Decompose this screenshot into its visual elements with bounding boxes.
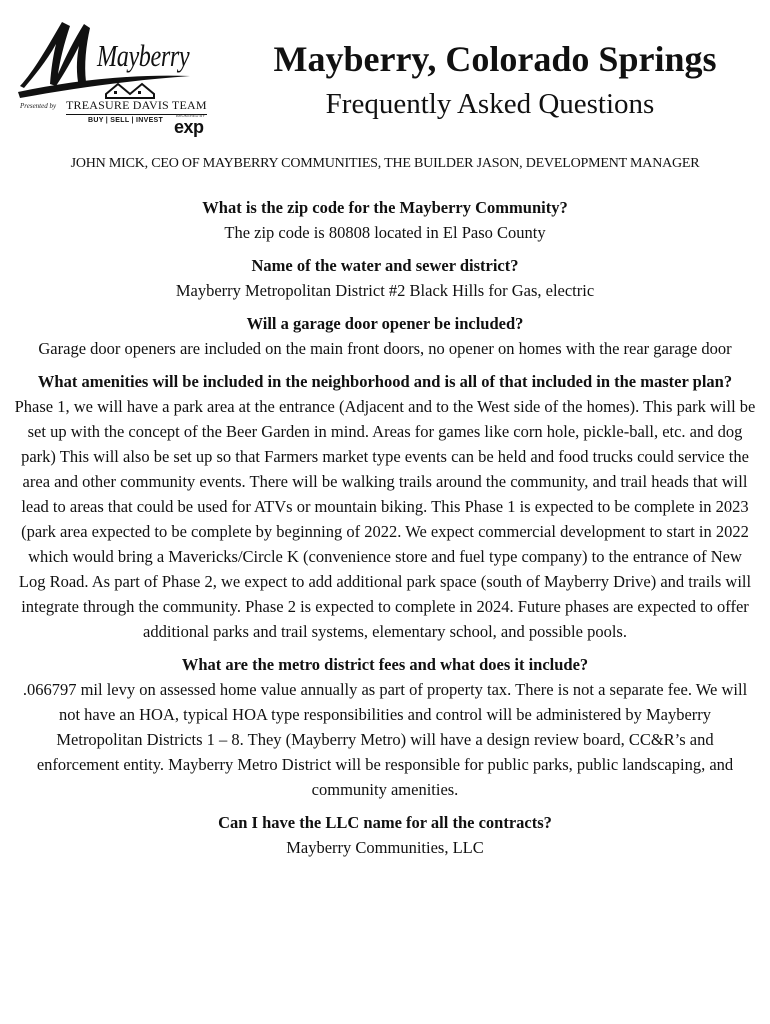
faq-answer: Mayberry Metropolitan District #2 Black Hills for Gas, electric (175, 281, 595, 300)
faq-answer: The zip code is 80808 located in El Paso County (224, 223, 546, 242)
logo-presented-by: Presented by (20, 102, 57, 110)
faq-question: Name of the water and sewer district? (251, 256, 519, 275)
mayberry-logo (14, 16, 224, 142)
faq-question: Will a garage door opener be included? (246, 314, 524, 333)
faq-question: What amenities will be included in the neighborhood and is all of that included in the master plan? (37, 372, 733, 391)
faq-question: Can I have the LLC name for all the contracts? (218, 813, 552, 832)
logo-exp: exp (174, 117, 204, 137)
faq-list (14, 196, 756, 869)
faq-item-water-sewer (14, 254, 756, 303)
faq-item-garage-door (14, 312, 756, 361)
faq-question: What are the metro district fees and what does it include? (181, 655, 589, 674)
faq-item-amenities (14, 370, 756, 644)
logo-wordmark: Mayberry (97, 38, 190, 73)
page-subtitle: Frequently Asked Questions (325, 88, 655, 120)
faq-item-metro-fees (14, 653, 756, 802)
faq-question: What is the zip code for the Mayberry Community? (202, 198, 568, 217)
logo-team-name: TREASURE DAVIS TEAM (66, 98, 207, 115)
logo-brokered-by: BROKERED BY (176, 113, 205, 118)
faq-item-zip-code (14, 196, 756, 245)
faq-answer: Mayberry Communities, LLC (286, 838, 484, 857)
logo-tagline: BUY | SELL | INVEST (88, 117, 164, 124)
faq-answer: .066797 mil levy on assessed home value annually as part of property tax. There is not a separate fee. We will not have an HOA, typical HOA type responsibilities and control will be administered by Mayberry Metropolitan Districts 1 – 8. They (Mayberry Metro) will have a design review board, CC&R’s and enforcement entity. Mayberry Metro District will be responsible for public parks, public landscaping, and community amenities. (22, 680, 748, 799)
faq-item-llc-name (14, 811, 756, 860)
page-title: Mayberry, Colorado Springs (273, 39, 717, 79)
attendees-line: JOHN MICK, CEO OF MAYBERRY COMMUNITIES, THE BUILDER JASON, DEVELOPMENT MANAGER (70, 156, 700, 171)
faq-answer: Garage door openers are included on the main front doors, no opener on homes with the rear garage door (38, 339, 732, 358)
faq-answer: Phase 1, we will have a park area at the entrance (Adjacent and to the West side of the homes). This park will be set up with the concept of the Beer Garden in mind. Areas for games like corn hole, pickle-ball, etc. and dog park) This will also be set up so that Farmers market type events can be held and food trucks could service the area and other community events. There will be walking trails around the community, and trail heads that will lead to areas that could be used for ATVs or mountain biking. This Phase 1 is expected to be complete in 2023 (park area expected to be complete by beginning of 2022. We expect commercial development to start in 2022 which would bring a Mavericks/Circle K (convenience store and fuel type company) to the entrance of New Log Road. As part of Phase 2, we expect to add additional park space (south of Mayberry Drive) and trails will integrate through the community. Phase 2 is expected to complete in 2024. Future phases are expected to offer additional parks and trail systems, elementary school, and possible pools. (14, 397, 756, 641)
